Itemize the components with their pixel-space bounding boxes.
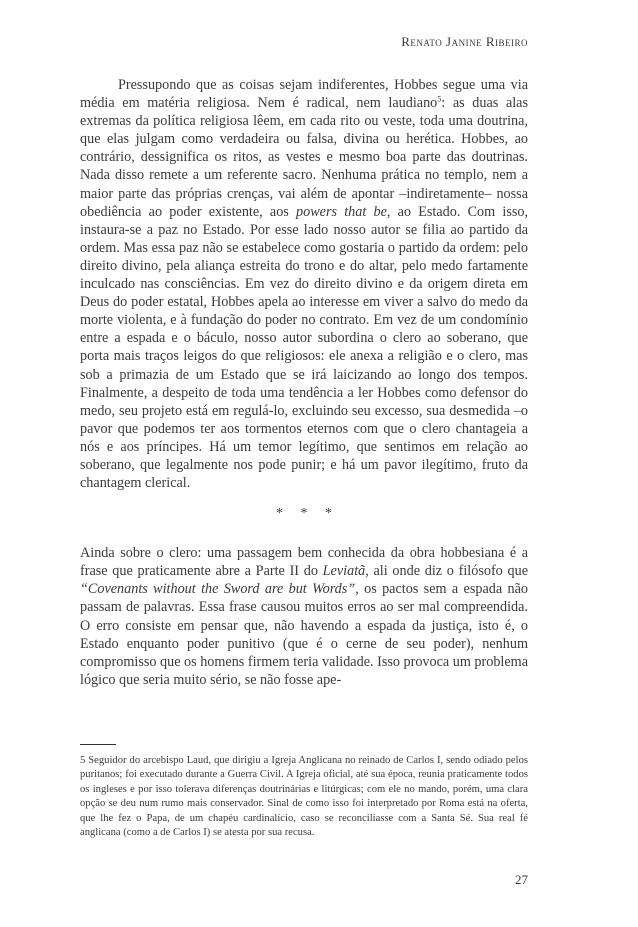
paragraph-2 [80, 544, 528, 689]
paragraph-2-text-a: Ainda sobre o clero: uma passagem bem conhecida da obra hobbesiana é a frase que praticamente abre a Parte II do [80, 545, 528, 580]
footnote-rule [80, 744, 116, 745]
footnote-reference: 5 [437, 94, 442, 104]
paragraph-1-text-b: : as duas alas extremas da política religiosa lêem, em cada rito ou veste, toda uma doutrina, que elas julgam como verdadeira ou falsa, divina ou herética. Hobbes, ao contrário, dessignifica os ritos, as vestes e mesmo boa parte das doutrinas. Nada disso remete a um referente sacro. Nenhuma prática no templo, nem a maior parte das próprias crenças, vai além de apontar –indiretamente– nossa obediência ao poder existente, aos [80, 95, 528, 220]
section-separator: * * * [276, 506, 332, 522]
footnote: 5 Seguidor do arcebispo Laud, que dirigiu a Igreja Anglicana no reinado de Carlos I, sendo odiado pelos puritanos; foi executado durante a Guerra Civil. A Igreja oficial, até sua época, reunia praticamente todos os ingleses e por isso tolerava diferenças doutrinárias e litúrgicas; com ele no mando, porém, uma clara opção se deu num rumo mais conservador. Sinal de como isso foi interpretado por Roma está na oferta, que lhe fez o Papa, de um chapéu cardinalício, caso se reconciliasse com a Santa Sé. Sua real fé anglicana (como a de Carlos I) se atesta por sua recusa. [80, 755, 528, 839]
paragraph-2-quote: “Covenants without the Sword are but Words” [80, 581, 356, 598]
paragraph-1 [80, 76, 528, 492]
paragraph-2-text-b: , ali onde diz o filósofo que [365, 563, 528, 580]
paragraph-2-text-c: , os pactos sem a espada não passam de palavras. Essa frase causou muitos erros ao ser mal compreendida. O erro consiste em pensar que, não havendo a espada da justiça, isto é, o Estado enquanto poder punitivo (que é o cerne de seu poder), nenhum compromisso que os homens firmem teria validade. Isso provoca um problema lógico que seria muito sério, se não fosse ape- [80, 581, 528, 688]
paragraph-1-emphasis: powers that be [296, 203, 387, 220]
running-header: Renato Janine Ribeiro [401, 34, 528, 49]
page-number: 27 [515, 872, 528, 887]
paragraph-1-text-c: , ao Estado. Com isso, instaura-se a paz no Estado. Por esse lado nosso autor se filia ao partido da ordem. Mas essa paz não se estabelece como gostaria o partido da ordem: pelo direito divino, pela aliança estreita do trono e do altar, pelo medo fartamente inculcado nas consciências. Em vez do direito divino e da origem direta em Deus do poder estatal, Hobbes apela ao interesse em viver a salvo do medo da morte violenta, e à fundação do poder no contrato. Em vez de um condomínio entre a espada e o báculo, nosso autor subordina o clero ao soberano, que porta mais traços leigos do que religiosos: ele anexa a religião e o clero, mas sob a primazia de um Estado que se irá laicizando ao longo dos tempos. Finalmente, a despeito de toda uma tendência a ler Hobbes como defensor do medo, seu projeto está em regulá-lo, excluindo seu excesso, sua desmedida –o pavor que podemos ter aos tormentos eternos com que o clero chantageia a nós e aos príncipes. Há um temor legítimo, que sentimos em relação ao soberano, que legalmente nos pode punir; e há um pavor ilegítimo, fruto da chantagem clerical. [80, 203, 529, 492]
paragraph-1-text-a: Pressupondo que as coisas sejam indiferentes, Hobbes segue uma via média em matéria religiosa. Nem é radical, nem laudiano [80, 77, 528, 112]
main-text [80, 76, 528, 689]
paragraph-2-book-title: Leviatã [322, 563, 366, 580]
